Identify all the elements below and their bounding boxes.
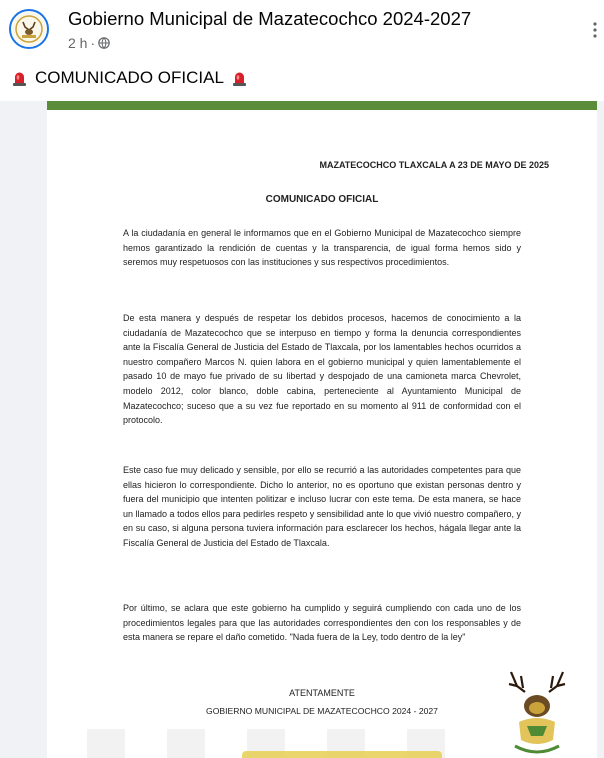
document-date: MAZATECOCHCO TLAXCALA A 23 DE MAYO DE 2025 (319, 160, 549, 170)
post-caption (12, 68, 247, 88)
post-header (0, 0, 604, 60)
post-meta (68, 35, 110, 51)
more-options-button[interactable] (592, 20, 604, 40)
document-bottom-strip (242, 751, 442, 758)
siren-icon (12, 70, 27, 86)
official-document (47, 101, 597, 758)
post-caption-text: COMUNICADO OFICIAL (35, 68, 224, 87)
document-closing: ATENTAMENTE (289, 688, 355, 698)
document-header-bar (47, 101, 597, 110)
meta-separator: · (90, 35, 96, 51)
more-icon (592, 20, 598, 40)
globe-icon (98, 37, 110, 49)
document-paragraph: A la ciudadanía en general le informamos que en el Gobierno Municipal de Mazatecochco siempre hemos garantizado la rendición de cuentas y la transparencia, de igual forma hemos sido y seremos muy respetuosos con las instituciones y sus respectivos procedimientos. (123, 228, 521, 268)
post-time[interactable]: 2 h (68, 35, 88, 51)
page-name-link[interactable]: Gobierno Municipal de Mazatecochco 2024-2027 (68, 8, 472, 29)
page-avatar[interactable] (9, 9, 49, 49)
document-signature: GOBIERNO MUNICIPAL DE MAZATECOCHCO 2024 - 2027 (206, 706, 438, 716)
document-title: COMUNICADO OFICIAL (265, 194, 379, 205)
siren-icon (232, 70, 247, 86)
municipal-logo-icon (11, 11, 47, 47)
document-paragraph: Por último, se aclara que este gobierno ha cumplido y seguirá cumpliendo con cada uno de los procedimientos legales para que las autoridades correspondientes den con los responsables y de esta manera se repare el daño cometido. "Nada fuera de la Ley, todo dentro de la ley" (123, 603, 521, 643)
document-paragraph: Este caso fue muy delicado y sensible, por ello se recurrió a las autoridades competentes para que ellas hicieron lo correspondiente. Dicho lo anterior, no es oportuno que existan personas dentro y fuera del municipio que intenten politizar e incluso lucrar con este tema. De esta manera, se hace un llamado a todos ellos para pedirles respeto y sensibilidad ante lo que vivió nuestro compañero, y en su caso, si alguna persona tuviera información para esclarecer los hechos, hágala llegar ante la Fiscalía General de Justicia del Estado de Tlaxcala. (123, 465, 521, 548)
post-image[interactable] (0, 101, 604, 758)
municipal-emblem-icon (497, 666, 577, 758)
document-paragraph: De esta manera y después de respetar los debidos procesos, hacemos de conocimiento a la ciudadanía de Mazatecochco que se interpuso en tiempo y forma la denuncia correspondientes ante la Fiscalía General de Justicia del Estado de Tlaxcala, por los lamentables hechos ocurridos a nuestro compañero Marcos N. quien labora en el gobierno municipal y quien lamentablemente el pasado 10 de mayo fue privado de su libertad y despojado de una camioneta marca Chevrolet, modelo 2012, color blanco, doble cabina, perteneciente al Ayuntamiento Municipal de Mazatecochco; suceso que a su vez fue reportado en su momento al 911 de conformidad con el protocolo. (123, 313, 521, 426)
